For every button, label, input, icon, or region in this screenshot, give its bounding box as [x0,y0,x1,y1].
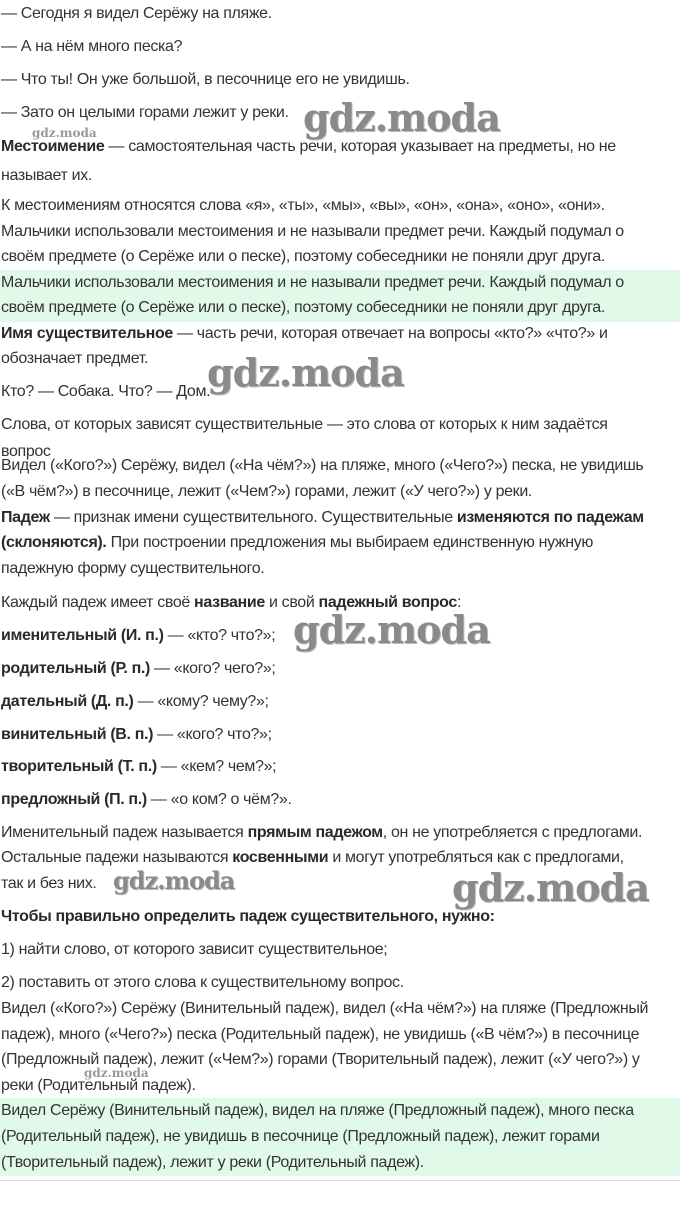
text-segment: падеж), много («Чего?») песка (Родительный падеж), не увидишь («В чём?») в песочнице [1,1026,640,1043]
watermark: gdz.moda [452,865,649,910]
text-line [1,414,608,436]
text-line [1,195,605,217]
text-line [1,455,643,477]
text-line [1,381,210,403]
text-segment: (Творительный падеж), лежит у реки (Родительный падеж). [1,1154,424,1171]
text-segment: обозначает предмет. [1,350,149,367]
text-line [1,558,264,580]
text-line [1,246,605,268]
text-segment: называет их. [1,167,92,184]
text-segment: : [456,594,462,611]
text-line [1,625,275,647]
text-segment: — часть речи, которая отвечает на вопросы «кто?» «что?» и [172,325,608,342]
text-segment: 2) поставить от этого слова к существительному вопрос. [1,974,404,991]
text-segment: 1) найти слово, от которого зависит существительное; [1,941,388,958]
text-segment: Слова, от которых зависят существительные — это слова от которых к ним задаётся [1,416,608,433]
text-segment: Видел Серёжу (Винительный падеж), видел на пляже (Предложный падеж), много песка [1,1102,634,1119]
text-segment: , он не употребляется с предлогами. [382,824,643,841]
text-segment: К местоимениям относятся слова «я», «ты», «мы», «вы», «он», «она», «оно», «они». [1,197,605,214]
watermark: gdz.moda [84,1066,149,1080]
text-line [1,3,272,25]
text-line [1,1152,424,1174]
text-line [1,939,387,961]
text-segment: При построении предложения мы выбираем единственную нужную [106,534,594,551]
text-line [1,906,495,928]
bold-term: изменяются по падежам [456,509,644,526]
text-segment: (Родительный падеж), не увидишь в песочнице (Предложный падеж), лежит горами [1,1128,600,1145]
text-line [1,756,276,778]
bold-term: именительный (И. п.) [1,627,164,644]
text-line [1,822,642,844]
text-line [1,102,289,124]
text-line [1,873,97,895]
text-line [1,441,51,460]
text-segment: — самостоятельная часть речи, которая указывает на предметы, но не [104,138,616,155]
text-segment: Именительный падеж называется [1,824,248,841]
text-line [1,532,593,554]
text-line [1,297,605,319]
text-line [1,724,272,746]
text-segment: — «кто? что?»; [163,627,276,644]
text-segment: Мальчики использовали местоимения и не называли предмет речи. Каждый подумал о [1,274,624,291]
bold-term: родительный (Р. п.) [1,660,150,677]
text-line [1,658,275,680]
text-line [1,998,648,1020]
bold-term: прямым падежом [247,824,383,841]
text-segment: своём предмете (о Серёже или о песке), поэтому собеседники не поняли друг друга. [1,248,605,265]
text-segment: — А на нём много песка? [1,38,183,55]
text-segment: — «кого? что?»; [153,726,272,743]
text-segment: так и без них. [1,875,97,892]
watermark: gdz.moda [32,126,97,140]
text-segment: падежную форму существительного. [1,560,265,577]
bold-term: Имя существительное [1,325,173,342]
text-segment: — Зато он целыми горами лежит у реки. [1,104,289,121]
text-segment: и свой [264,594,319,611]
text-line [1,1126,600,1148]
text-segment: («В чём?») в песочнице, лежит («Чем?») горами, лежит («У чего?») у реки. [1,483,533,500]
text-segment: — «кем? чем?»; [156,758,277,775]
text-line [1,323,608,345]
text-line [1,69,410,91]
text-segment: — Сегодня я видел Серёжу на пляже. [1,5,272,22]
bold-term: Местоимение [1,138,105,155]
watermark: gdz.moda [113,866,235,895]
text-line [1,507,644,529]
text-segment: — признак имени существительного. Существительные [49,509,457,526]
text-line [1,348,148,370]
bold-term: винительный (В. п.) [1,726,154,743]
bold-term: Падеж [1,509,50,526]
text-line [1,1100,634,1122]
text-segment: — «кого? чего?»; [149,660,276,677]
text-segment: Видел («Кого?») Серёжу (Винительный падеж), видел («На чём?») на пляже (Предложный [1,1000,649,1017]
text-segment: Каждый падеж имеет своё [1,594,195,611]
text-segment: — Что ты! Он уже большой, в песочнице его не увидишь. [1,71,410,88]
bold-term: падежный вопрос [318,594,457,611]
text-segment: и могут употребляться как с предлогами, [328,849,624,866]
text-segment: Остальные падежи называются [1,849,233,866]
text-segment: Кто? — Собака. Что? — Дом. [1,383,211,400]
text-segment: Мальчики использовали местоимения и не называли предмет речи. Каждый подумал о [1,223,624,240]
text-segment: Видел («Кого?») Серёжу, видел («На чём?») на пляже, много («Чего?») песка, не увидишь [1,457,644,474]
bold-term: творительный (Т. п.) [1,758,157,775]
text-segment: своём предмете (о Серёже или о песке), поэтому собеседники не поняли друг друга. [1,299,605,316]
text-line [1,36,182,58]
watermark: gdz.moda [293,607,490,652]
text-line [1,165,92,187]
bold-term: дательный (Д. п.) [1,693,134,710]
text-segment: вопрос [1,443,51,460]
text-segment: (Предложный падеж), лежит («Чем?») горами (Творительный падеж), лежит («У чего?») у [1,1051,640,1068]
text-line [1,789,292,811]
bold-term: косвенными [232,849,329,866]
text-segment: реки (Родительный падеж). [1,1077,196,1094]
bold-term: предложный (П. п.) [1,791,147,808]
bold-term: название [194,594,265,611]
watermark: gdz.moda [303,95,500,140]
text-line [1,1024,639,1046]
text-line [1,691,269,713]
text-line [1,481,532,503]
text-line [1,221,624,243]
text-line [1,272,624,294]
text-segment: — «о ком? о чём?». [146,791,292,808]
bold-term: (склоняются). [1,534,107,551]
text-line [1,972,404,994]
watermark: gdz.moda [207,350,404,395]
divider [0,1180,680,1181]
bold-term: Чтобы правильно определить падеж существительного, нужно: [1,908,495,925]
text-segment: — «кому? чему?»; [133,693,269,710]
